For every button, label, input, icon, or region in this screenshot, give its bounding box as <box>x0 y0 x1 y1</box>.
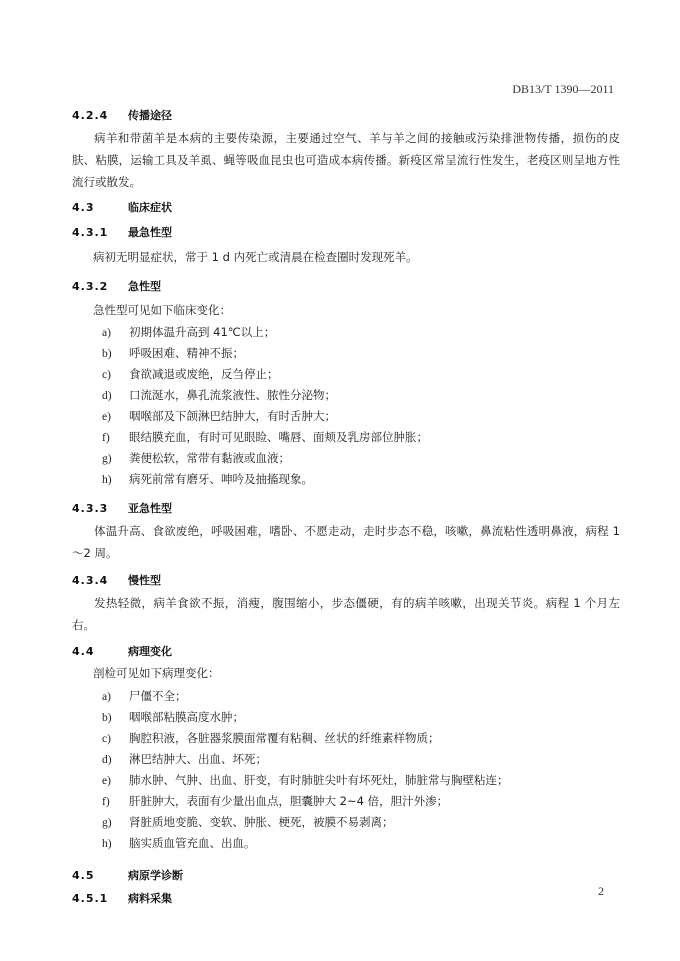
section-number: 4.3.4 <box>72 574 109 587</box>
section-title: 传播途径 <box>128 109 172 122</box>
list-item <box>102 471 313 487</box>
list-marker: g) <box>102 817 112 829</box>
section-title: 最急性型 <box>128 226 172 239</box>
list-item <box>102 793 448 809</box>
list-text: 肝脏肿大，表面有少量出血点，胆囊肿大 2~4 倍，胆汁外渗； <box>129 794 449 808</box>
list-marker: e) <box>102 775 111 787</box>
list-text: 肾脏质地变脆、变软、肿胀、梗死，被膜不易剥离； <box>129 815 394 829</box>
page-number: 2 <box>598 884 604 898</box>
section-number: 4.5 <box>72 869 95 882</box>
section-title: 临床症状 <box>128 201 172 214</box>
section-heading-4-2-4 <box>72 107 172 123</box>
list-text: 尸僵不全； <box>129 689 187 703</box>
list-marker: f) <box>102 796 110 808</box>
list-marker: h) <box>102 474 112 486</box>
paragraph-chronic: 发热轻微，病羊食欲不振，消瘦，腹围缩小，步态僵硬，有的病羊咳嗽，出现关节炎。病程 1 个月左右。 <box>72 596 620 632</box>
list-marker: b) <box>102 348 112 360</box>
list-marker: f) <box>102 432 110 444</box>
list-text: 肺水肿、气肿、出血、肝变，有时肺脏尖叶有坏死灶，肺脏常与胸壁粘连； <box>129 773 509 787</box>
section-heading-4-3-2 <box>72 278 161 294</box>
list-item <box>102 324 275 340</box>
section-number: 4.2.4 <box>72 109 109 122</box>
list-marker: a) <box>102 691 111 703</box>
list-item <box>102 450 290 466</box>
section-heading-4-5 <box>72 867 183 883</box>
list-text: 食欲减退或废绝，反刍停止； <box>129 367 279 381</box>
list-marker: d) <box>102 754 112 766</box>
list-text: 眼结膜充血，有时可见眼睑、嘴唇、面颊及乳房部位肿胀； <box>129 430 428 444</box>
list-text: 胸腔积液，各脏器浆膜面常覆有粘稠、丝状的纤维素样物质； <box>129 731 440 745</box>
list-marker: d) <box>102 390 112 402</box>
list-text: 咽喉部及下颌淋巴结肿大，有时舌肿大； <box>129 409 336 423</box>
section-title: 病原学诊断 <box>128 869 183 882</box>
list-marker: c) <box>102 369 111 381</box>
section-heading-4-4 <box>72 643 172 659</box>
section-heading-4-3 <box>72 199 172 215</box>
paragraph-transmission: 病羊和带菌羊是本病的主要传染源，主要通过空气、羊与羊之间的接触或污染排泄物传播，损伤的皮肤、粘膜，运输工具及羊虱、蝇等吸血昆虫也可造成本病传播。新疫区常呈流行性发生，老疫区则呈地方性流行或散发。 <box>72 131 620 189</box>
list-marker: h) <box>102 838 112 850</box>
section-number: 4.3 <box>72 201 95 214</box>
section-title: 病理变化 <box>128 645 172 658</box>
section-heading-4-3-1 <box>72 224 172 240</box>
list-intro: 急性型可见如下临床变化： <box>93 303 231 317</box>
list-marker: a) <box>102 327 111 339</box>
list-item <box>102 688 187 704</box>
section-heading-4-3-4 <box>72 572 161 588</box>
list-item <box>102 387 336 403</box>
list-text: 咽喉部粘膜高度水肿； <box>129 710 244 724</box>
section-title: 慢性型 <box>128 574 161 587</box>
paragraph-subacute: 体温升高、食欲废绝，呼吸困难，嗜卧、不愿走动，走时步态不稳，咳嗽，鼻流粘性透明鼻液，病程 1～2 周。 <box>72 524 620 560</box>
list-text: 淋巴结肿大、出血、坏死； <box>129 752 267 766</box>
standard-code: DB13/T 1390—2011 <box>512 82 614 96</box>
list-item <box>102 345 244 361</box>
list-text: 初期体温升高到 41℃以上； <box>129 325 276 339</box>
list-item <box>102 751 267 767</box>
section-number: 4.3.2 <box>72 280 109 293</box>
section-title: 急性型 <box>128 280 161 293</box>
list-item <box>102 730 440 746</box>
list-text: 脑实质血管充血、出血。 <box>129 836 256 850</box>
list-text: 病死前常有磨牙、呻吟及抽搐现象。 <box>129 472 313 486</box>
list-item <box>102 814 394 830</box>
list-marker: c) <box>102 733 111 745</box>
list-marker: e) <box>102 411 111 423</box>
list-text: 粪便松软，常带有黏液或血液； <box>129 451 290 465</box>
list-marker: b) <box>102 712 112 724</box>
section-number: 4.3.1 <box>72 226 109 239</box>
section-title: 病料采集 <box>128 892 172 905</box>
section-heading-4-5-1 <box>72 890 172 906</box>
list-item <box>102 429 428 445</box>
paragraph-peracute: 病初无明显症状，常于 1 d 内死亡或清晨在检查圈时发现死羊。 <box>93 250 418 264</box>
list-text: 呼吸困难、精神不振； <box>129 346 244 360</box>
list-item <box>102 408 336 424</box>
list-item <box>102 835 256 851</box>
list-marker: g) <box>102 453 112 465</box>
section-number: 4.5.1 <box>72 892 109 905</box>
section-number: 4.4 <box>72 645 95 658</box>
section-number: 4.3.3 <box>72 502 109 515</box>
list-intro: 剖检可见如下病理变化： <box>93 666 220 680</box>
section-heading-4-3-3 <box>72 500 172 516</box>
list-text: 口流涎水，鼻孔流浆液性、脓性分泌物； <box>129 388 336 402</box>
list-item <box>102 366 279 382</box>
list-item <box>102 709 244 725</box>
section-title: 亚急性型 <box>128 502 172 515</box>
list-item <box>102 772 509 788</box>
